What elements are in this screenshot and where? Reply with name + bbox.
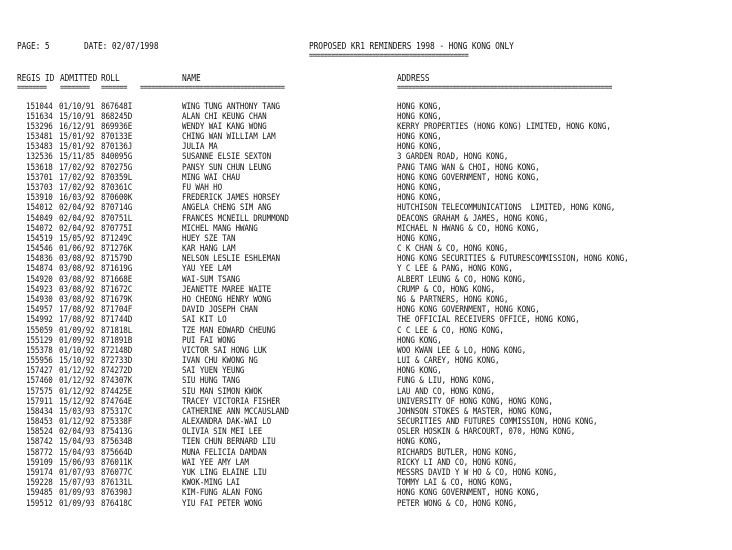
roll-number-cell: 868245D [101,110,133,122]
admitted-date-cell: 02/04/93 [59,426,95,438]
address-cell: JOHNSON STOKES & MASTER, HONG KONG, [397,405,553,417]
roll-number-cell: 874425E [101,385,133,397]
roll-number-cell: 871704F [101,304,133,316]
address-cell: HONG KONG SECURITIES & FUTURESCOMMISSION, HONG KONG, [397,253,629,265]
admitted-date-cell: 01/12/92 [59,375,95,387]
admitted-date-cell: 17/02/92 [59,171,95,183]
roll-number-cell: 871818L [101,324,133,336]
address-cell: C C LEE & CO, HONG KONG, [397,324,504,336]
roll-number-cell: 871619G [101,263,133,275]
name-cell: PANSY SUN CHUN LEUNG [182,161,272,173]
admitted-date-cell: 03/08/92 [59,273,95,285]
admitted-date-cell: 01/07/93 [59,467,95,478]
address-cell: 3 GARDEN ROAD, HONG KONG, [397,151,509,163]
address-cell: HONG KONG, [397,100,442,112]
roll-number-cell: 875413G [101,426,133,438]
roll-number-cell: 870359L [101,171,133,183]
address-cell: WOO KWAN LEE & LO, HONG KONG, [397,344,527,356]
address-cell: CRUMP & CO, HONG KONG, [397,283,495,295]
regis-id-cell: 154920 [26,273,53,285]
roll-number-cell: 876077C [101,467,133,478]
regis-id-cell: 158524 [26,426,53,438]
admitted-date-cell: 17/02/92 [59,161,95,173]
roll-number-cell: 867648I [101,100,133,112]
roll-number-cell: 876131L [101,477,133,489]
address-cell: HONG KONG, [397,436,442,448]
roll-number-cell: 840095G [101,151,133,163]
admitted-date-cell: 17/02/92 [59,181,95,193]
name-cell: WAI-SUM TSANG [182,273,240,285]
admitted-date-cell: 15/10/92 [59,355,95,366]
name-cell: KWOK-MING LAI [182,477,240,489]
name-cell: HO CHEONG HENRY WONG [182,293,272,305]
roll-number-cell: 874307K [101,375,133,387]
name-cell: WENDY WAI KANG WONG [182,120,267,132]
regis-id-cell: 154957 [26,304,53,316]
address-cell: RICKY LI AND CO, HONG KONG, [397,456,518,468]
regis-id-cell: 132536 [26,151,53,163]
roll-number-cell: 875338F [101,416,133,428]
admitted-date-cell: 15/01/92 [59,131,95,142]
admitted-date-cell: 01/10/91 [59,100,95,112]
admitted-date-cell: 15/06/93 [59,456,95,468]
regis-id-cell: 154049 [26,212,53,224]
roll-number-cell: 871672C [101,283,133,295]
regis-id-cell: 155378 [26,344,53,356]
name-cell: SAI KIT LO [182,314,227,326]
roll-number-cell: 872733D [101,355,133,366]
regis-id-cell: 151634 [26,110,53,122]
admitted-date-cell: 15/10/91 [59,110,95,122]
address-cell: PANG TANG WAN & CHOI, HONG KONG, [397,161,540,173]
roll-number-cell: 875634B [101,436,133,448]
column-header-roll: ROLL [101,73,120,84]
address-cell: NG & PARTNERS, HONG KONG, [397,293,509,305]
regis-id-cell: 157575 [26,385,53,397]
regis-id-cell: 159174 [26,467,53,478]
address-cell: LUI & CAREY, HONG KONG, [397,355,500,366]
address-cell: HONG KONG, [397,232,442,244]
admitted-date-cell: 01/10/92 [59,344,95,356]
regis-id-cell: 153910 [26,192,53,204]
name-cell: NELSON LESLIE ESHLEMAN [182,253,280,265]
admitted-date-cell: 01/12/92 [59,416,95,428]
roll-number-cell: 870751L [101,212,133,224]
name-cell: ANGELA CHENG SIM ANG [182,202,272,214]
name-cell: SAI YUEN YEUNG [182,365,245,377]
column-header-regis-id: REGIS ID [17,73,55,84]
name-cell: SIU MAN SIMON KWOK [182,385,263,397]
roll-number-cell: 871668E [101,273,133,285]
address-cell: C K CHAN & CO, HONG KONG, [397,243,509,254]
address-cell: SECURITIES AND FUTURES COMMISSION, HONG KONG, [397,416,598,428]
admitted-date-cell: 03/08/92 [59,283,95,295]
name-cell: ALAN CHI KEUNG CHAN [182,110,267,122]
roll-number-cell: 875317C [101,405,133,417]
regis-id-cell: 155059 [26,324,53,336]
column-header-name: NAME [182,73,201,84]
address-cell: PETER WONG & CO, HONG KONG, [397,497,518,509]
name-cell: YUK LING ELAINE LIU [182,467,267,478]
regis-id-cell: 153483 [26,141,53,153]
regis-id-cell: 154930 [26,293,53,305]
name-cell: MUNA FELICIA DAMDAN [182,446,267,458]
roll-number-cell: 876418C [101,497,133,509]
name-cell: ALEXANDRA DAK-WAI LO [182,416,272,428]
title-underline: =========================================== [309,51,469,61]
address-cell: LAU AND CO, HONG KONG, [397,385,495,397]
address-cell: HONG KONG GOVERNMENT, HONG KONG, [397,304,540,316]
roll-number-cell: 870275G [101,161,133,173]
admitted-date-cell: 16/12/91 [59,120,95,132]
address-cell: UNIVERSITY OF HONG KONG, HONG KONG, [397,395,553,407]
roll-number-cell: 871249C [101,232,133,244]
regis-id-cell: 154874 [26,263,53,275]
admitted-date-cell: 15/05/92 [59,232,95,244]
name-cell: HUEY SZE TAN [182,232,236,244]
address-cell: HONG KONG, [397,141,442,153]
name-cell: SUSANNE ELSIE SEXTON [182,151,272,163]
roll-number-cell: 876390J [101,487,133,499]
admitted-date-cell: 03/08/92 [59,263,95,275]
regis-id-cell: 153618 [26,161,53,173]
name-cell: TIEN CHUN BERNARD LIU [182,436,276,448]
column-header-address: ADDRESS [397,73,430,84]
address-cell: HONG KONG, [397,181,442,193]
report-date: DATE: 02/07/1998 [84,41,159,52]
admitted-date-cell: 01/09/93 [59,487,95,499]
regis-id-cell: 154546 [26,243,53,254]
separator-admitted: ======== [60,83,90,93]
name-cell: WING TUNG ANTHONY TANG [182,100,280,112]
address-cell: Y C LEE & PANG, HONG KONG, [397,263,513,275]
admitted-date-cell: 15/11/85 [59,151,95,163]
roll-number-cell: 872148D [101,344,133,356]
column-header-admitted: ADMITTED [60,73,98,84]
name-cell: CHING WAN WILLIAM LAM [182,131,276,142]
admitted-date-cell: 16/03/92 [59,192,95,204]
regis-id-cell: 154992 [26,314,53,326]
roll-number-cell: 871891B [101,334,133,346]
roll-number-cell: 876011K [101,456,133,468]
separator-address: ========================================================== [397,83,612,93]
roll-number-cell: 874272D [101,365,133,377]
name-cell: WAI YEE AMY LAM [182,456,249,468]
roll-number-cell: 869936E [101,120,133,132]
name-cell: CATHERINE ANN MCCAUSLAND [182,405,289,417]
roll-number-cell: 870600K [101,192,133,204]
roll-number-cell: 871276K [101,243,133,254]
roll-number-cell: 870775I [101,222,133,234]
address-cell: HONG KONG, [397,131,442,142]
regis-id-cell: 154836 [26,253,53,265]
roll-number-cell: 870714G [101,202,133,214]
address-cell: ALBERT LEUNG & CO, HONG KONG, [397,273,527,285]
admitted-date-cell: 15/04/93 [59,436,95,448]
roll-number-cell: 871679K [101,293,133,305]
address-cell: HUTCHISON TELECOMMUNICATIONS LIMITED, HONG KONG, [397,202,616,214]
admitted-date-cell: 01/06/92 [59,243,95,254]
name-cell: TRACEY VICTORIA FISHER [182,395,280,407]
address-cell: HONG KONG, [397,110,442,122]
address-cell: FUNG & LIU, HONG KONG, [397,375,495,387]
regis-id-cell: 159228 [26,477,53,489]
admitted-date-cell: 01/09/92 [59,324,95,336]
address-cell: HONG KONG, [397,365,442,377]
admitted-date-cell: 01/12/92 [59,365,95,377]
regis-id-cell: 158772 [26,446,53,458]
regis-id-cell: 155129 [26,334,53,346]
name-cell: FRANCES MCNEILL DRUMMOND [182,212,289,224]
admitted-date-cell: 02/04/92 [59,222,95,234]
name-cell: IVAN CHU KWONG NG [182,355,258,366]
roll-number-cell: 871744D [101,314,133,326]
name-cell: JULIA MA [182,141,218,153]
address-cell: THE OFFICIAL RECEIVERS OFFICE, HONG KONG, [397,314,580,326]
admitted-date-cell: 15/04/93 [59,446,95,458]
address-cell: DEACONS GRAHAM & JAMES, HONG KONG, [397,212,549,224]
roll-number-cell: 875664D [101,446,133,458]
regis-id-cell: 157427 [26,365,53,377]
regis-id-cell: 158434 [26,405,53,417]
admitted-date-cell: 02/04/92 [59,202,95,214]
admitted-date-cell: 02/04/92 [59,212,95,224]
roll-number-cell: 871579D [101,253,133,265]
admitted-date-cell: 01/09/93 [59,497,95,509]
regis-id-cell: 151044 [26,100,53,112]
address-cell: OSLER HOSKIN & HARCOURT, 070, HONG KONG, [397,426,576,438]
separator-regis-id: ======== [17,83,47,93]
regis-id-cell: 158453 [26,416,53,428]
address-cell: RICHARDS BUTLER, HONG KONG, [397,446,518,458]
roll-number-cell: 870133E [101,131,133,142]
name-cell: DAVID JOSEPH CHAN [182,304,258,316]
admitted-date-cell: 15/01/92 [59,141,95,153]
name-cell: YAU YEE LAM [182,263,231,275]
admitted-date-cell: 03/08/92 [59,293,95,305]
regis-id-cell: 153481 [26,131,53,142]
regis-id-cell: 158742 [26,436,53,448]
regis-id-cell: 159109 [26,456,53,468]
name-cell: KIM-FUNG ALAN FONG [182,487,263,499]
roll-number-cell: 870361C [101,181,133,193]
regis-id-cell: 159485 [26,487,53,499]
separator-roll: ======= [101,83,127,93]
admitted-date-cell: 17/08/92 [59,304,95,316]
name-cell: KAR HANG LAM [182,243,236,254]
regis-id-cell: 154072 [26,222,53,234]
address-cell: MICHAEL N HWANG & CO, HONG KONG, [397,222,540,234]
regis-id-cell: 154519 [26,232,53,244]
name-cell: TZE MAN EDWARD CHEUNG [182,324,276,336]
address-cell: HONG KONG GOVERNMENT, HONG KONG, [397,171,540,183]
name-cell: FU WAH HO [182,181,223,193]
regis-id-cell: 154012 [26,202,53,214]
admitted-date-cell: 01/12/92 [59,385,95,397]
address-cell: KERRY PROPERTIES (HONG KONG) LIMITED, HONG KONG, [397,120,611,132]
page-number: PAGE: 5 [17,41,50,52]
regis-id-cell: 157460 [26,375,53,387]
admitted-date-cell: 03/08/92 [59,253,95,265]
name-cell: MICHEL MANG HWANG [182,222,258,234]
address-cell: HONG KONG, [397,192,442,204]
admitted-date-cell: 15/12/92 [59,395,95,407]
regis-id-cell: 153701 [26,171,53,183]
name-cell: SIU HUNG TANG [182,375,240,387]
separator-name: ======================================= [140,83,285,93]
name-cell: VICTOR SAI HONG LUK [182,344,267,356]
name-cell: PUI FAI WONG [182,334,236,346]
admitted-date-cell: 17/08/92 [59,314,95,326]
regis-id-cell: 154923 [26,283,53,295]
name-cell: FREDERICK JAMES HORSEY [182,192,280,204]
roll-number-cell: 874764E [101,395,133,407]
report-title: PROPOSED KR1 REMINDERS 1998 - HONG KONG ONLY [309,41,514,52]
admitted-date-cell: 15/03/93 [59,405,95,417]
address-cell: TOMMY LAI & CO, HONG KONG, [397,477,513,489]
name-cell: YIU FAI PETER WONG [182,497,263,509]
name-cell: OLIVIA SIN MEI LEE [182,426,263,438]
regis-id-cell: 159512 [26,497,53,509]
address-cell: HONG KONG GOVERNMENT, HONG KONG, [397,487,540,499]
admitted-date-cell: 01/09/92 [59,334,95,346]
regis-id-cell: 153296 [26,120,53,132]
name-cell: MING WAI CHAU [182,171,240,183]
address-cell: HONG KONG, [397,334,442,346]
address-cell: MESSRS DAVID Y W HO & CO, HONG KONG, [397,467,558,478]
name-cell: JEANETTE MAREE WAITE [182,283,272,295]
regis-id-cell: 153703 [26,181,53,193]
roll-number-cell: 870136J [101,141,133,153]
regis-id-cell: 155956 [26,355,53,366]
admitted-date-cell: 15/07/93 [59,477,95,489]
regis-id-cell: 157911 [26,395,53,407]
